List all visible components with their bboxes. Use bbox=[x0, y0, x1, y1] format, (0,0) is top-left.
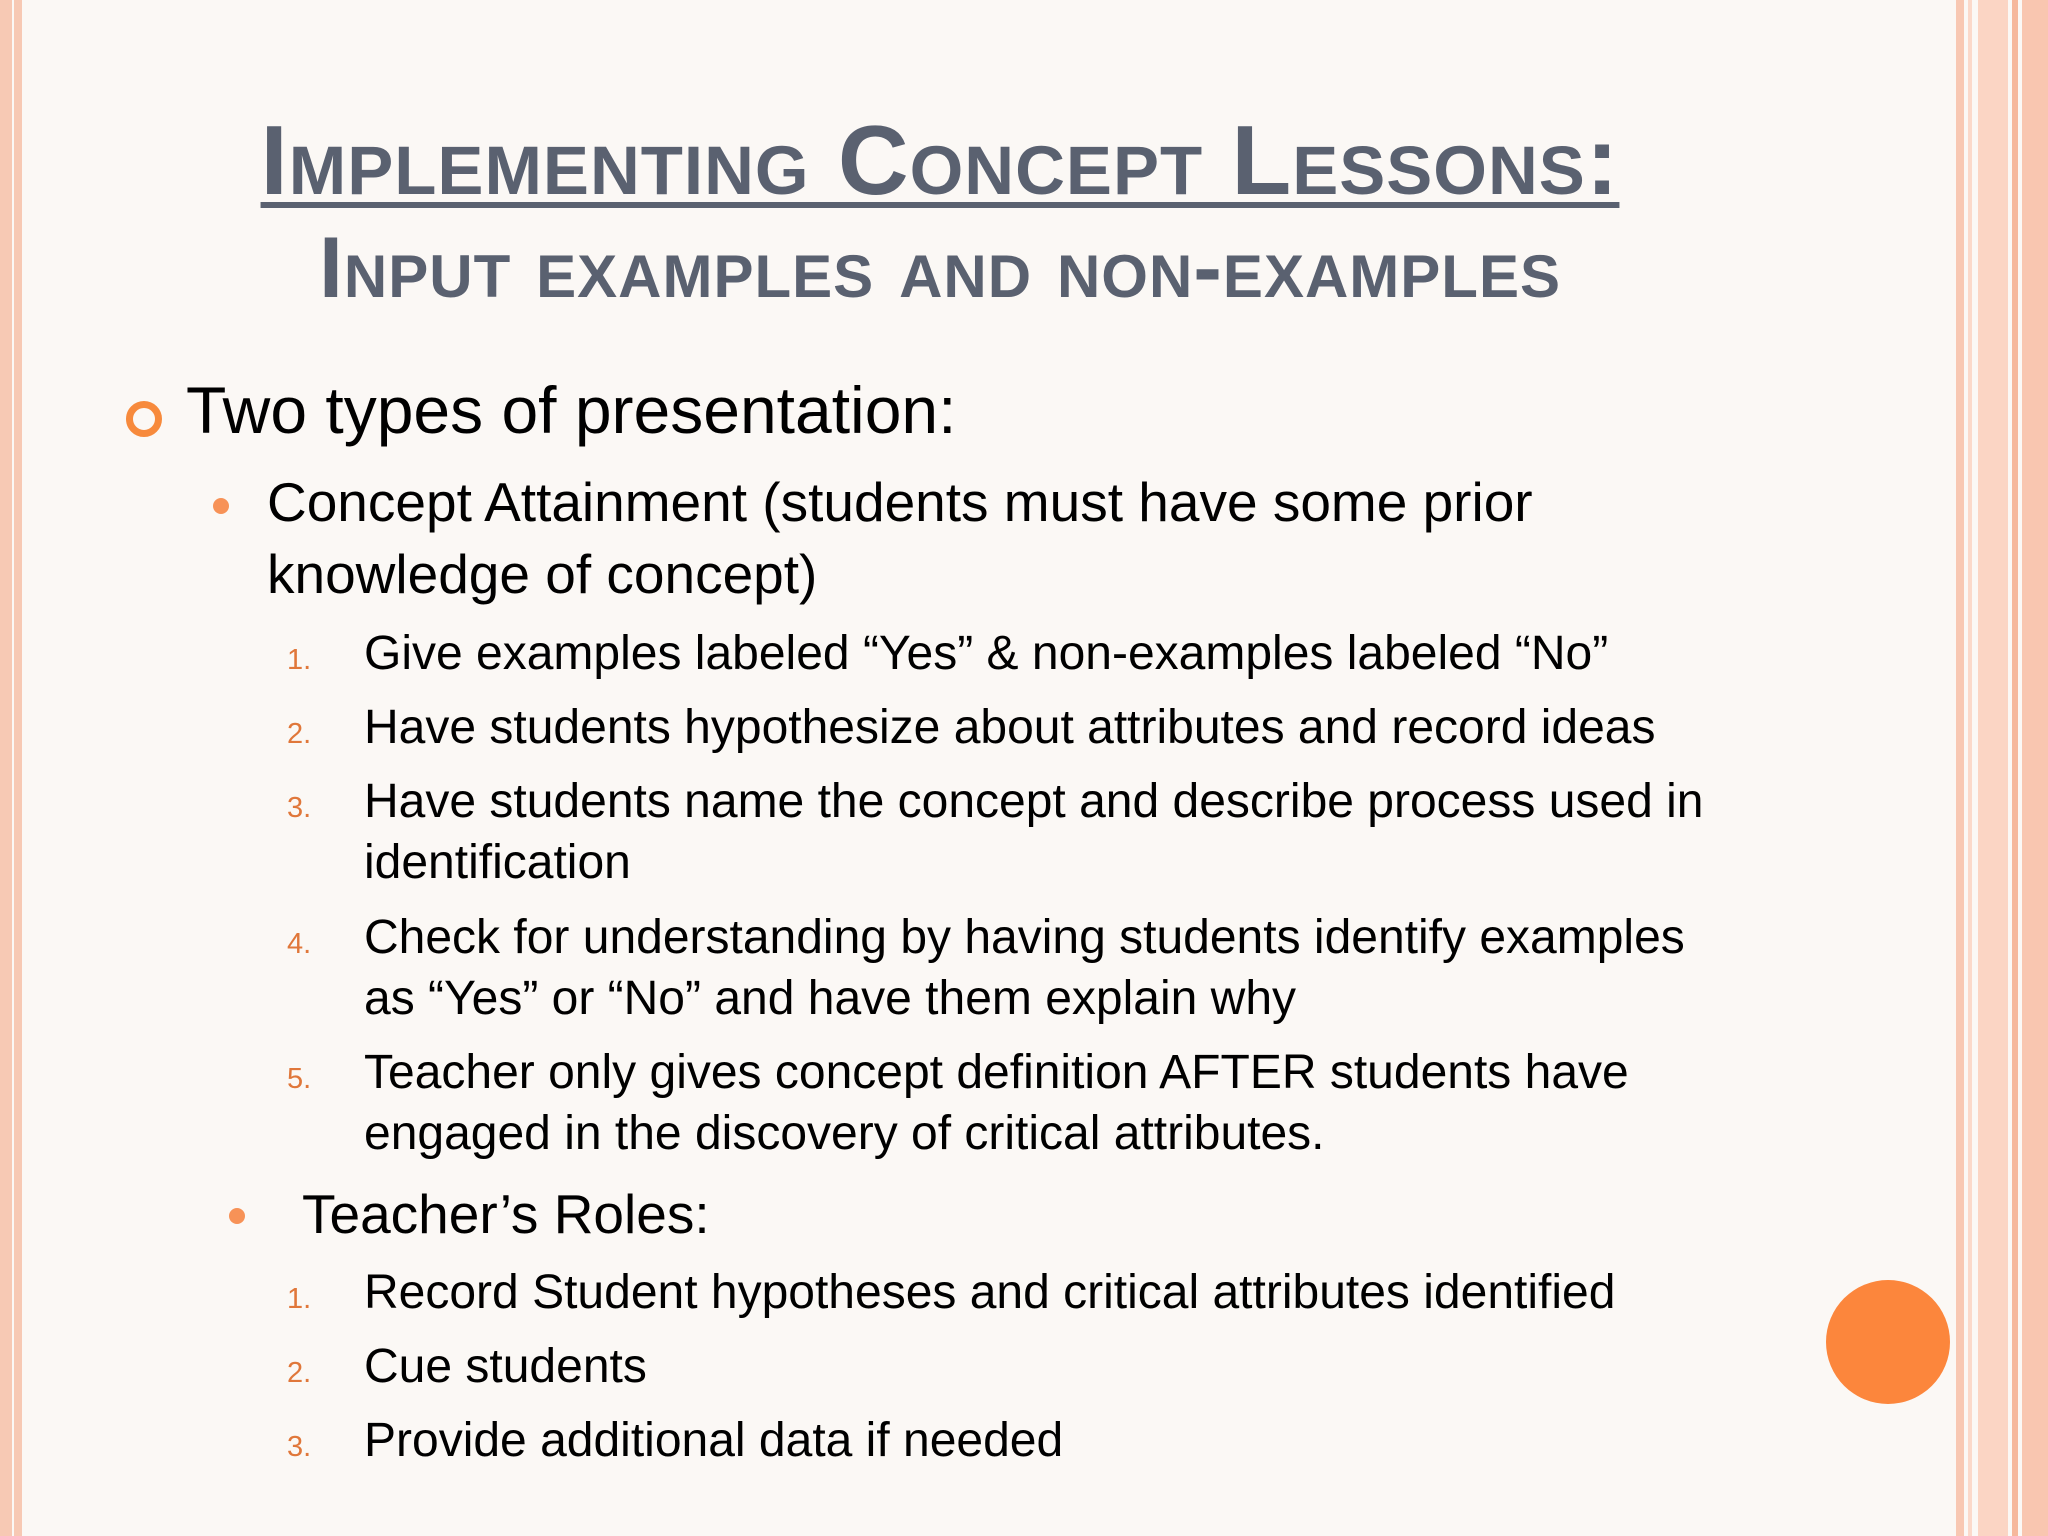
section1-heading-line2: knowledge of concept) bbox=[267, 543, 818, 605]
step-number: 5. bbox=[287, 1063, 312, 1095]
step-text: Provide additional data if needed bbox=[364, 1414, 1064, 1467]
step-text: Record Student hypotheses and critical attributes identified bbox=[364, 1266, 1616, 1319]
dot-bullet-icon bbox=[213, 498, 229, 514]
step-number: 1. bbox=[287, 644, 312, 676]
main-point: Two types of presentation: bbox=[186, 373, 957, 447]
section1-heading-line1: Concept Attainment (students must have some prior bbox=[267, 471, 1533, 533]
step-text: Give examples labeled “Yes” & non-examples labeled “No” bbox=[364, 627, 1609, 680]
step-text: Check for understanding by having students identify examples bbox=[364, 911, 1685, 964]
step-number: 2. bbox=[287, 1357, 312, 1389]
step-text: Have students name the concept and describe process used in bbox=[364, 775, 1704, 828]
step-number: 2. bbox=[287, 718, 312, 750]
step-number: 3. bbox=[287, 792, 312, 824]
step-number: 1. bbox=[287, 1283, 312, 1315]
step-text: Have students hypothesize about attributes and record ideas bbox=[364, 701, 1656, 754]
step-number: 3. bbox=[287, 1431, 312, 1463]
orange-circle-decoration bbox=[1826, 1280, 1950, 1404]
right-decorative-stripes bbox=[1956, 0, 2048, 1536]
step-text: Cue students bbox=[364, 1340, 647, 1393]
slide-title-line2: Input examples and non-examples bbox=[319, 220, 1561, 316]
slide-title-line1: Implementing Concept Lessons: bbox=[260, 105, 1620, 215]
step-text-continued: engaged in the discovery of critical attributes. bbox=[364, 1107, 1325, 1160]
dot-bullet-icon bbox=[229, 1208, 245, 1224]
section2-heading: Teacher’s Roles: bbox=[302, 1183, 710, 1245]
step-text: Teacher only gives concept definition AFTER students have bbox=[364, 1046, 1629, 1099]
step-number: 4. bbox=[287, 928, 312, 960]
ring-bullet-icon bbox=[126, 401, 162, 437]
step-text-continued: identification bbox=[364, 836, 631, 889]
step-text-continued: as “Yes” or “No” and have them explain why bbox=[364, 972, 1297, 1025]
